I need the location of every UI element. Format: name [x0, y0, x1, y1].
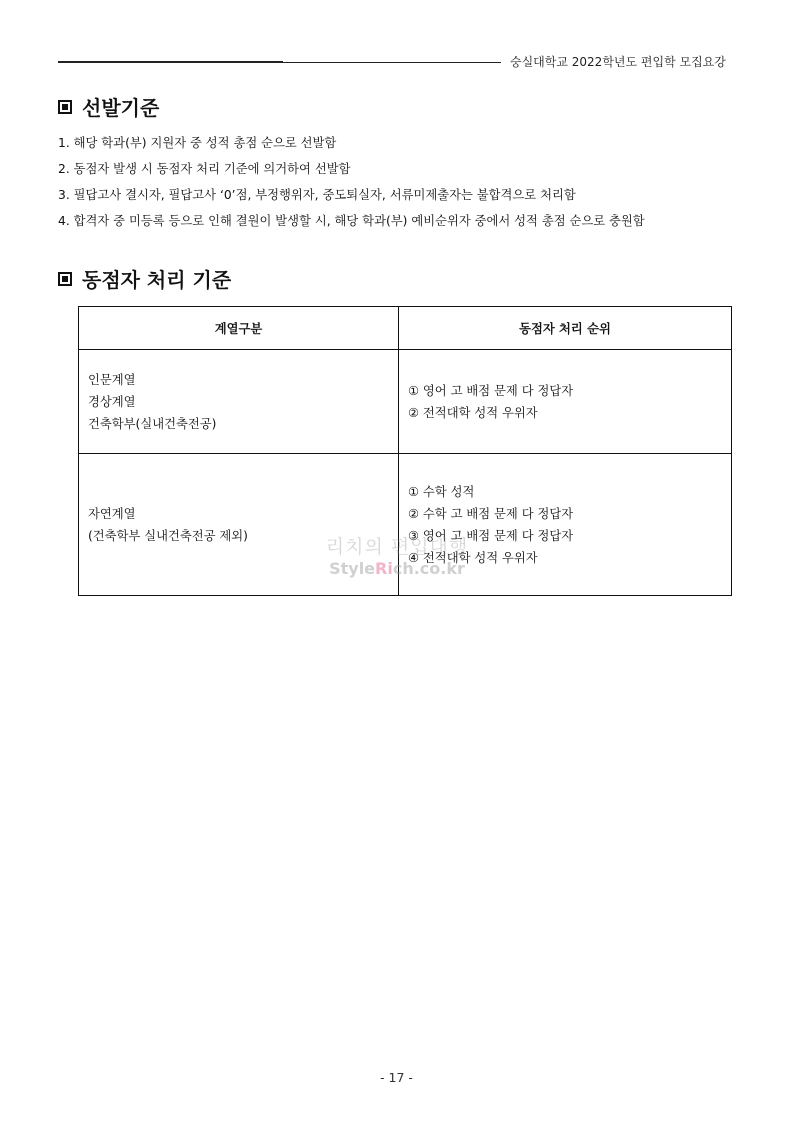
- header-title: 숭실대학교 2022학년도 편입학 모집요강: [510, 55, 726, 69]
- category-line: 자연계열: [88, 506, 136, 521]
- rank-line: ① 수학 성적: [408, 484, 475, 499]
- rank-cell: [399, 454, 732, 596]
- rule-item: 2. 동점자 발생 시 동점자 처리 기준에 의거하여 선발함: [58, 162, 351, 176]
- rule-item: 1. 해당 학과(부) 지원자 중 성적 총점 순으로 선발함: [58, 136, 337, 150]
- square-bullet-icon: [58, 100, 72, 114]
- watermark-url-prefix: Style: [329, 559, 376, 578]
- rank-line: ① 영어 고 배점 문제 다 정답자: [408, 383, 574, 398]
- page-number: - 17 -: [380, 1070, 413, 1085]
- section-title-selection-text: 선발기준: [82, 96, 160, 120]
- table-row: [79, 350, 732, 454]
- category-cell: [79, 454, 399, 596]
- rank-line: ② 전적대학 성적 우위자: [408, 405, 538, 420]
- header-rule: [58, 62, 501, 63]
- rule-item: 3. 필답고사 결시자, 필답고사 ‘0’점, 부정행위자, 중도퇴실자, 서류미제출자는 불합격으로 처리함: [58, 188, 576, 202]
- rank-line: ④ 전적대학 성적 우위자: [408, 550, 538, 565]
- table-row: [79, 454, 732, 596]
- table-header-category: 계열구분: [79, 307, 399, 350]
- table-header-rank: 동점자 처리 순위: [399, 307, 732, 350]
- watermark-text-korean: 리치의 편입대행: [325, 536, 469, 558]
- rank-cell: [399, 350, 732, 454]
- category-line: (건축학부 실내건축전공 제외): [88, 528, 248, 543]
- square-bullet-icon: [58, 272, 72, 286]
- section-title-tiebreak-text: 동점자 처리 기준: [82, 268, 232, 292]
- rank-line: ② 수학 고 배점 문제 다 정답자: [408, 506, 574, 521]
- watermark-url-suffix: ch.co.kr: [392, 559, 465, 578]
- tiebreak-table: [78, 306, 732, 596]
- rank-line: ③ 영어 고 배점 문제 다 정답자: [408, 528, 574, 543]
- category-line: 인문계열: [88, 372, 136, 387]
- rule-item: 4. 합격자 중 미등록 등으로 인해 결원이 발생할 시, 해당 학과(부) 예비순위자 중에서 성적 총점 순으로 충원함: [58, 214, 645, 228]
- section-title-tiebreak: [58, 264, 231, 293]
- section-title-selection: [58, 92, 159, 121]
- category-cell: [79, 350, 399, 454]
- selection-rules-list: [58, 130, 645, 234]
- category-line: 경상계열: [88, 394, 136, 409]
- category-line: 건축학부(실내건축전공): [88, 416, 217, 431]
- watermark-url-accent: Ri: [375, 559, 393, 578]
